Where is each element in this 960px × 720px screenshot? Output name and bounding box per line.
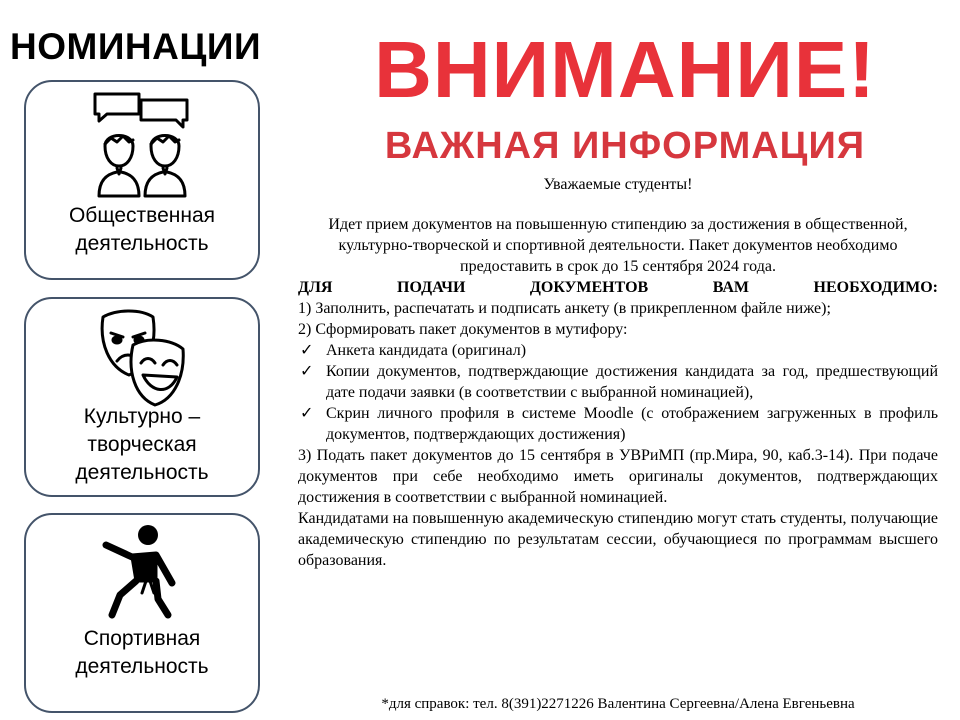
- document-checklist: [298, 340, 938, 445]
- label-line: Культурно –: [83, 405, 201, 428]
- label-line: Спортивная: [83, 627, 201, 650]
- step-1: 1) Заполнить, распечатать и подписать анкету (в прикрепленном файле ниже);: [298, 300, 831, 317]
- label-line: Общественная: [68, 204, 216, 227]
- attention-heading: ВНИМАНИЕ!: [374, 25, 876, 114]
- nomination-card-social: [24, 80, 260, 280]
- announcement-body: [298, 174, 938, 571]
- people-talking-icon: [26, 88, 258, 200]
- check-icon: ✓: [300, 405, 314, 422]
- nomination-label: [26, 625, 258, 681]
- nomination-card-sports: [24, 513, 260, 713]
- candidates-paragraph: Кандидатами на повышенную академическую стипендию могут стать студенты, получающие академическую стипендию по результатам сессии, обучающиеся по программам высшего образования.: [298, 510, 938, 569]
- list-item: [298, 361, 938, 403]
- theater-masks-icon: [26, 309, 258, 407]
- greeting: Уважаемые студенты!: [543, 176, 693, 193]
- contacts-footer: *для справок: тел. 8(391)2271226 Валентина Сергеевна/Алена Евгеньевна: [381, 696, 855, 712]
- label-line: деятельность: [75, 461, 209, 484]
- nomination-label: [26, 202, 258, 258]
- label-line: творческая: [87, 433, 197, 456]
- check-icon: ✓: [300, 342, 314, 359]
- list-item-text: Анкета кандидата (оригинал): [326, 342, 527, 359]
- important-info-heading: ВАЖНАЯ ИНФОРМАЦИЯ: [384, 125, 866, 167]
- nomination-card-culture: [24, 297, 260, 497]
- required-heading: ДЛЯ ПОДАЧИ ДОКУМЕНТОВ ВАМ НЕОБХОДИМО:: [298, 279, 938, 296]
- step-3: 3) Подать пакет документов до 15 сентября в УВРиМП (пр.Мира, 90, каб.3-14). При подаче документов при себе необходимо иметь оригиналы документов, подтверждающих достижения в соответствии с выбранной номинацией.: [298, 447, 938, 506]
- label-line: деятельность: [75, 655, 209, 678]
- list-item-text: Скрин личного профиля в системе Moodle (с отображением загруженных в профиль документов, подтверждающих достижения): [326, 405, 938, 443]
- karate-athlete-icon: [26, 523, 258, 621]
- list-item: [298, 403, 938, 445]
- list-item-text: Копии документов, подтверждающие достижения кандидата за год, предшествующий дате подачи заявки (в соответствии с выбранной номинацией),: [326, 363, 938, 401]
- step-2: 2) Сформировать пакет документов в мутифору:: [298, 321, 628, 338]
- intro-paragraph: Идет прием документов на повышенную стипендию за достижения в общественной, культурно-творческой и спортивной деятельности. Пакет документов необходимо предоставить в срок до 15 сентября 2024 года.: [328, 216, 908, 275]
- nominations-title: НОМИНАЦИИ: [10, 26, 262, 67]
- check-icon: ✓: [300, 363, 314, 380]
- list-item: [298, 340, 938, 361]
- nomination-label: [26, 403, 258, 487]
- label-line: деятельность: [75, 232, 209, 255]
